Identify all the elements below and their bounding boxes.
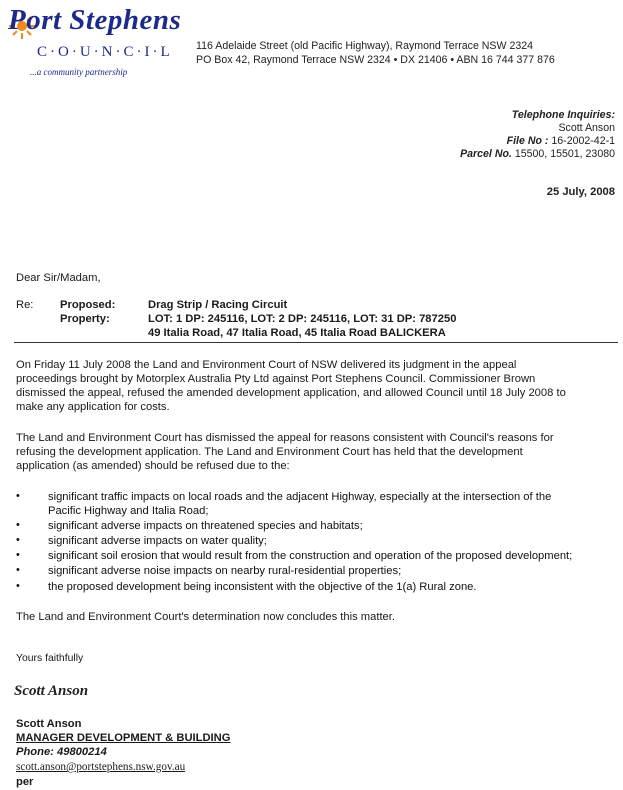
- signatory-name: Scott Anson: [16, 718, 82, 730]
- bullet-item-1-line-1: significant traffic impacts on local roads and the adjacent Highway, especially at the intersection of the: [48, 491, 552, 503]
- parcel-number-value: 15500, 15501, 23080: [514, 148, 615, 160]
- paragraph-2-line-2: refusing the development application. The Land and Environment Court has held that the development: [16, 446, 523, 458]
- proposed-label: Proposed:: [60, 299, 116, 311]
- paragraph-1-line-2: proceedings brought by Motorplex Australia Pty Ltd against Port Stephens Council. Commissioner Brown: [16, 373, 536, 385]
- phone-inquiries-label: Telephone Inquiries:: [511, 109, 615, 121]
- handwritten-signature: Scott Anson: [14, 683, 89, 699]
- bullet-item-3: significant adverse impacts on water quality;: [48, 535, 267, 547]
- bullet-item-4: significant soil erosion that would result from the construction and operation of the proposed development;: [48, 550, 573, 562]
- paragraph-1-line-1: On Friday 11 July 2008 the Land and Environment Court of NSW delivered its judgment in the appeal: [16, 359, 517, 371]
- closing-paragraph: The Land and Environment Court's determination now concludes this matter.: [16, 611, 395, 623]
- bullet-item-5: significant adverse noise impacts on nearby rural-residential properties;: [48, 565, 402, 577]
- bullet-marker: •: [16, 519, 20, 531]
- property-label: Property:: [60, 313, 110, 325]
- proposed-value: Drag Strip / Racing Circuit: [148, 299, 288, 311]
- per-label: per: [16, 776, 34, 788]
- property-addresses: 49 Italia Road, 47 Italia Road, 45 Italia Road BALICKERA: [148, 327, 446, 339]
- re-divider: [14, 342, 618, 343]
- bullet-item-2: significant adverse impacts on threatened species and habitats;: [48, 520, 363, 532]
- bullet-marker: •: [16, 534, 20, 546]
- parcel-number-label: Parcel No.: [460, 148, 512, 160]
- address-line-2: PO Box 42, Raymond Terrace NSW 2324 • DX 21406 • ABN 16 744 377 876: [196, 54, 555, 66]
- bullet-marker: •: [16, 580, 20, 592]
- paragraph-1-line-4: make any application for costs.: [16, 401, 170, 413]
- address-line-1: 116 Adelaide Street (old Pacific Highway), Raymond Terrace NSW 2324: [196, 40, 534, 52]
- signatory-title: MANAGER DEVELOPMENT & BUILDING: [16, 732, 231, 744]
- parcel-number: [460, 148, 615, 160]
- property-lots: LOT: 1 DP: 245116, LOT: 2 DP: 245116, LOT: 31 DP: 787250: [148, 313, 457, 325]
- bullet-item-1-line-2: Pacific Highway and Italia Road;: [48, 505, 209, 517]
- file-number-label: File No :: [506, 135, 549, 147]
- letter-date: 25 July, 2008: [546, 186, 615, 198]
- bullet-marker: •: [16, 490, 20, 502]
- signatory-email-link[interactable]: scott.anson@portstephens.nsw.gov.au: [16, 761, 186, 773]
- valediction: Yours faithfully: [16, 653, 84, 664]
- file-number: [507, 135, 615, 147]
- council-logo-subtitle: C·O·U·N·C·I·L: [37, 44, 173, 60]
- bullet-item-6: the proposed development being inconsistent with the objective of the 1(a) Rural zone.: [48, 581, 477, 593]
- paragraph-1-line-3: dismissed the appeal, refused the amended development application, and allowed Council until 18 July 2008 to: [16, 387, 566, 399]
- paragraph-2-line-1: The Land and Environment Court has dismissed the appeal for reasons consistent with Council's reasons for: [16, 432, 554, 444]
- file-number-value: 16-2002-42-1: [551, 135, 615, 147]
- council-logo-wordmark: Port Stephens: [8, 4, 182, 36]
- re-label: Re:: [16, 299, 34, 311]
- bullet-marker: •: [16, 549, 20, 561]
- salutation: Dear Sir/Madam,: [16, 272, 101, 284]
- signatory-phone: Phone: 49800214: [16, 746, 107, 758]
- paragraph-2-line-3: application (as amended) should be refused due to the:: [16, 460, 290, 472]
- phone-inquiries-contact: Scott Anson: [558, 122, 615, 134]
- bullet-marker: •: [16, 564, 20, 576]
- council-tagline: ...a community partnership: [30, 67, 128, 77]
